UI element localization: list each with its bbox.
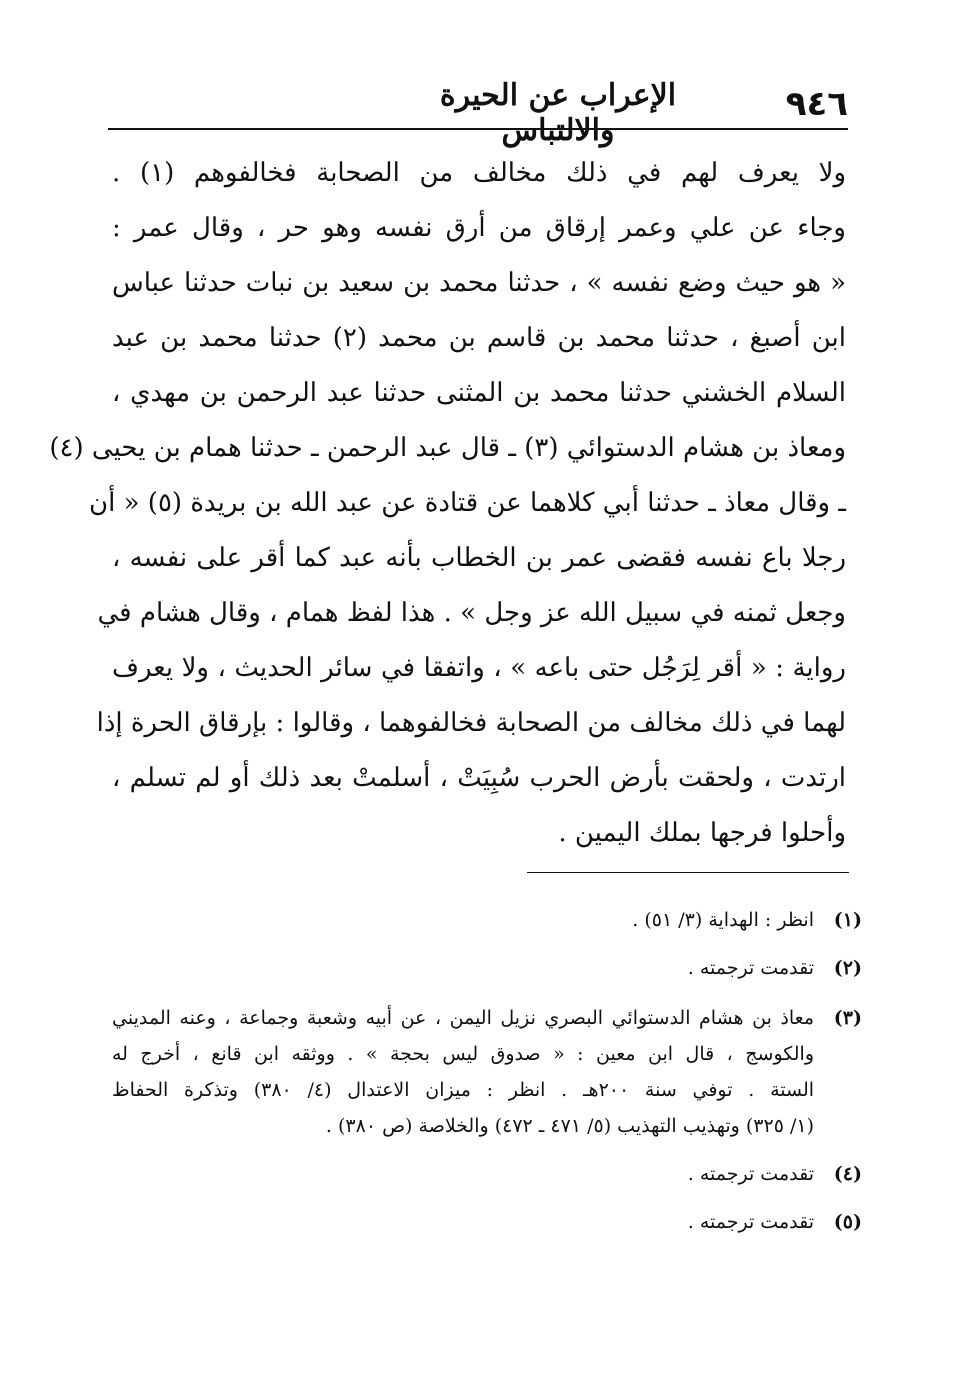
text-line: لهما في ذلك مخالف من الصحابة فخالفوهما ، وقالوا : بإرقاق الحرة إذا: [96, 708, 846, 738]
footnote-2: [112, 944, 862, 992]
footnote-text: انظر : الهداية (٣/ ٥١) .: [632, 909, 814, 931]
footnote-number: (٢): [833, 957, 862, 979]
footnote-number: (٤): [833, 1163, 862, 1185]
footnote-5: [112, 1198, 862, 1246]
footnote-text: تقدمت ترجمته .: [687, 1211, 814, 1233]
text-line: ـ وقال معاذ ـ حدثنا أبي كلاهما عن قتادة عن عبد الله بن بريدة (٥) « أن: [89, 488, 846, 518]
text-line: وأحلوا فرجها بملك اليمين .: [558, 818, 846, 848]
main-text: [49, 146, 846, 861]
page-header: [108, 78, 848, 148]
text-line: « هو حيث وضع نفسه » ، حدثنا محمد بن سعيد بن نبات حدثنا عباس: [112, 268, 846, 298]
text-line: ابن أصبغ ، حدثنا محمد بن قاسم بن محمد (٢) حدثنا محمد بن عبد: [112, 323, 846, 353]
text-line: ومعاذ بن هشام الدستوائي (٣) ـ قال عبد الرحمن ـ حدثنا همام بن يحيى (٤): [49, 433, 846, 463]
footnotes: [112, 896, 862, 1246]
footnote-number: (١): [833, 909, 862, 931]
footnote-1: [112, 896, 862, 944]
footnote-line: والكوسج ، قال ابن معين : « صدوق ليس بحجة » . ووثقه ابن قانع ، أخرج له: [112, 1043, 814, 1065]
text-line: وجاء عن علي وعمر إرقاق من أرق نفسه وهو حر ، وقال عمر :: [112, 213, 846, 243]
footnote-separator: [527, 872, 849, 873]
running-title: الإعراب عن الحيرة والالتباس: [439, 78, 677, 148]
text-line: السلام الخشني حدثنا محمد بن المثنى حدثنا عبد الرحمن بن مهدي ،: [112, 378, 846, 408]
footnote-line: الستة . توفي سنة ٢٠٠هـ . انظر : ميزان الاعتدال (٤/ ٣٨٠) وتذكرة الحفاظ: [112, 1079, 815, 1101]
text-line: ولا يعرف لهم في ذلك مخالف من الصحابة فخالفوهم (١) .: [112, 158, 846, 188]
footnote-text: تقدمت ترجمته .: [687, 1163, 814, 1185]
footnote-4: [112, 1150, 862, 1198]
footnote-number: (٣): [833, 1007, 862, 1029]
footnote-3: [112, 992, 862, 1150]
footnote-number: (٥): [833, 1211, 862, 1233]
page-number: ٩٤٦: [785, 84, 848, 124]
header-rule: [108, 128, 848, 130]
footnote-line: معاذ بن هشام الدستوائي البصري نزيل اليمن ، عن أبيه وشعبة وجماعة ، وعنه المديني: [112, 1007, 814, 1029]
text-line: رجلا باع نفسه فقضى عمر بن الخطاب بأنه عبد كما أقر على نفسه ،: [112, 543, 846, 573]
footnote-text: [112, 1000, 814, 1144]
text-line: وجعل ثمنه في سبيل الله عز وجل » . هذا لفظ همام ، وقال هشام في: [97, 598, 846, 628]
text-line: رواية : « أقر لِرَجُل حتى باعه » ، واتفقا في سائر الحديث ، ولا يعرف: [112, 653, 846, 683]
text-line: ارتدت ، ولحقت بأرض الحرب سُبِيَتْ ، أسلمتْ بعد ذلك أو لم تسلم ،: [112, 763, 846, 793]
footnote-line: (١/ ٣٢٥) وتهذيب التهذيب (٥/ ٤٧١ ـ ٤٧٢) والخلاصة (ص ٣٨٠) .: [325, 1115, 814, 1137]
footnote-text: تقدمت ترجمته .: [687, 957, 814, 979]
